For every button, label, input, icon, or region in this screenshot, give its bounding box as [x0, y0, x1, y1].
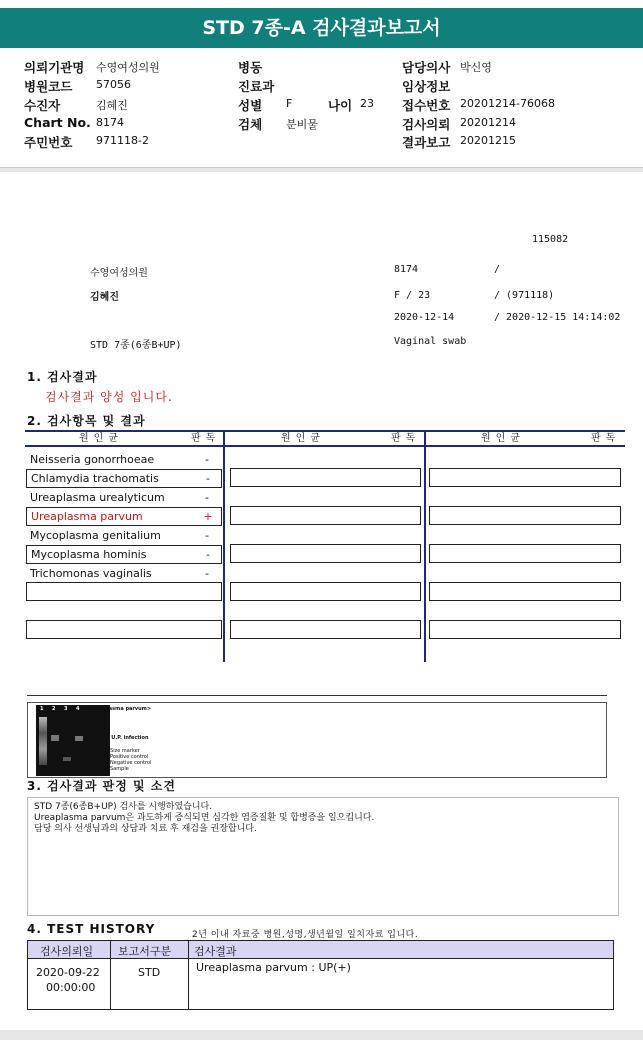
institution-label: 의뢰기관명: [24, 60, 85, 75]
lane-number: 1: [40, 706, 44, 712]
history-note: 2년 이내 자료중 병원,성명,생년월일 일치자료 입니다.: [192, 930, 419, 940]
empty-row: [230, 582, 421, 601]
sub-date-report: / 2020-12-15 14:14:02: [494, 312, 621, 323]
patient-label: 수진자: [24, 98, 61, 113]
opinion-line: 담당 의사 선생님과의 상담과 치료 후 재검을 권장합니다.: [34, 824, 257, 834]
report-header: [0, 50, 643, 168]
chart-no-label: Chart No.: [24, 115, 91, 130]
footer-band: [0, 1030, 643, 1040]
history-type: STD: [138, 966, 161, 979]
resident-no-label: 주민번호: [24, 135, 73, 150]
empty-row: [26, 582, 222, 601]
pathogen-result: -: [205, 453, 209, 466]
pathogen-result: -: [205, 491, 209, 504]
sub-chart: 8174: [394, 264, 419, 275]
result-row: [26, 527, 222, 546]
pathogen-name: Mycoplasma genitalium: [30, 529, 161, 542]
hospital-code-label: 병원코드: [24, 79, 73, 94]
history-col-divider: [110, 941, 111, 1009]
result-row: [26, 545, 222, 564]
col-pathogen-2: 원인균: [281, 433, 325, 444]
sub-birth: / (971118): [494, 290, 555, 301]
gel-lane: [51, 735, 59, 741]
sub-name: 김혜진: [90, 292, 119, 303]
gel-legend: Lane 1. Size marker: [90, 748, 140, 754]
section1-title: 1. 검사결과: [27, 370, 98, 384]
column-divider-1: [223, 430, 225, 662]
empty-row: [26, 620, 222, 639]
sub-specimen: Vaginal swab: [394, 336, 467, 347]
col-result-1: 판독: [191, 433, 221, 444]
gel-lane: [75, 736, 83, 741]
positive-result: 검사결과 양성 입니다.: [45, 390, 173, 404]
pathogen-name: Trichomonas vaginalis: [30, 567, 152, 580]
result-row: [26, 469, 222, 488]
empty-row: [429, 468, 621, 487]
history-table: [27, 940, 614, 1010]
gel-title: <Ureaplasma parvum>: [86, 706, 152, 712]
patient-value: 김혜진: [96, 99, 128, 112]
sub-sex-age: F / 23: [394, 290, 431, 301]
ward-label: 병동: [238, 60, 263, 75]
pathogen-result: -: [205, 567, 209, 580]
result-row: [26, 451, 222, 470]
request-date-label: 검사의뢰: [402, 117, 451, 132]
gel-lane: [39, 717, 47, 765]
request-date-value: 20201214: [460, 116, 516, 129]
result-table-header: [25, 430, 625, 447]
lane-number: 4: [76, 706, 80, 712]
history-col-divider: [188, 941, 189, 1009]
col-pathogen-3: 원인균: [481, 433, 525, 444]
opinion-line: STD 7종(6종B+UP) 검사를 시행하였습니다.: [34, 802, 213, 812]
opinion-box: [27, 797, 619, 916]
result-row-positive: [26, 507, 222, 526]
lane-number: 2: [52, 706, 56, 712]
chart-no-value: 8174: [96, 116, 124, 129]
doctor-label: 담당의사: [402, 60, 451, 75]
department-label: 진료과: [238, 79, 275, 94]
hospital-code-value: 57056: [96, 78, 131, 91]
specimen-label: 검체: [238, 117, 263, 132]
empty-row: [429, 582, 621, 601]
pathogen-name: Ureaplasma urealyticum: [30, 491, 165, 504]
gel-legend: Lane 4. Sample: [90, 766, 129, 772]
pathogen-result: -: [206, 472, 210, 485]
empty-row: [230, 620, 421, 639]
history-table-header: [28, 941, 613, 959]
opinion-line: Ureaplasma parvum은 과도하게 증식되면 심각한 염증질환 및 합병증을 일으킵니다.: [34, 813, 375, 823]
col-test-result: 검사결과: [194, 945, 237, 958]
sub-test-name: STD 7종(6종B+UP): [90, 340, 182, 351]
lane-number: 3: [64, 706, 68, 712]
age-value: 23: [360, 97, 374, 110]
report-title: STD 7종-A 검사결과보고서: [0, 8, 643, 48]
report-date-value: 20201215: [460, 134, 516, 147]
sub-slash: /: [494, 264, 501, 275]
doctor-value: 박신영: [460, 61, 492, 74]
sub-clinic: 수영여성의원: [90, 268, 148, 279]
header-divider: [0, 168, 643, 172]
col-request-date: 검사의뢰일: [40, 945, 94, 958]
sex-value: F: [286, 97, 293, 110]
pathogen-name: Chlamydia trachomatis: [31, 472, 159, 485]
history-date: 2020-09-22: [36, 966, 100, 979]
col-report-type: 보고서구분: [118, 945, 172, 958]
empty-row: [429, 544, 621, 563]
pathogen-name: Neisseria gonorrhoeae: [30, 453, 155, 466]
col-result-3: 판독: [591, 433, 621, 444]
empty-row: [230, 506, 421, 525]
sub-date-request: 2020-12-14: [394, 312, 455, 323]
report-date-label: 결과보고: [402, 135, 451, 150]
age-label: 나이: [328, 98, 353, 113]
empty-row: [429, 506, 621, 525]
history-time: 00:00:00: [46, 981, 96, 994]
pathogen-result: -: [206, 548, 210, 561]
gel-legend: Lane 2. Positive control: [90, 754, 149, 760]
pathogen-result: -: [205, 529, 209, 542]
pathogen-name: Mycoplasma hominis: [31, 548, 147, 561]
column-divider-2: [424, 430, 426, 662]
gel-image-panel: [27, 702, 607, 778]
resident-no-value: 971118-2: [96, 134, 149, 147]
section3-title: 3. 검사결과 판정 및 소견: [27, 779, 176, 793]
gel-band-label: ← 553bp U.P. infection: [86, 735, 149, 741]
receipt-no-value: 20201214-76068: [460, 97, 555, 110]
gel-divider: [27, 695, 607, 696]
clinical-info-label: 임상정보: [402, 79, 451, 94]
institution-value: 수영여성의원: [96, 61, 160, 74]
section2-title: 2. 검사항목 및 결과: [27, 414, 146, 428]
report-number: 115082: [532, 234, 569, 245]
receipt-no-label: 접수번호: [402, 98, 451, 113]
empty-row: [230, 544, 421, 563]
empty-row: [429, 620, 621, 639]
section4-title: 4. TEST HISTORY: [27, 922, 156, 936]
col-result-2: 판독: [391, 433, 421, 444]
sex-label: 성별: [238, 98, 263, 113]
history-result: Ureaplasma parvum : UP(+): [196, 961, 351, 974]
gel-lane: [63, 757, 71, 761]
col-pathogen-1: 원인균: [79, 433, 123, 444]
specimen-value: 분비물: [286, 118, 318, 131]
result-row: [26, 489, 222, 508]
pathogen-result: +: [203, 510, 213, 523]
gel-legend: Lane 3. Negative control: [90, 760, 152, 766]
pathogen-name: Ureaplasma parvum: [31, 510, 143, 523]
empty-row: [230, 468, 421, 487]
